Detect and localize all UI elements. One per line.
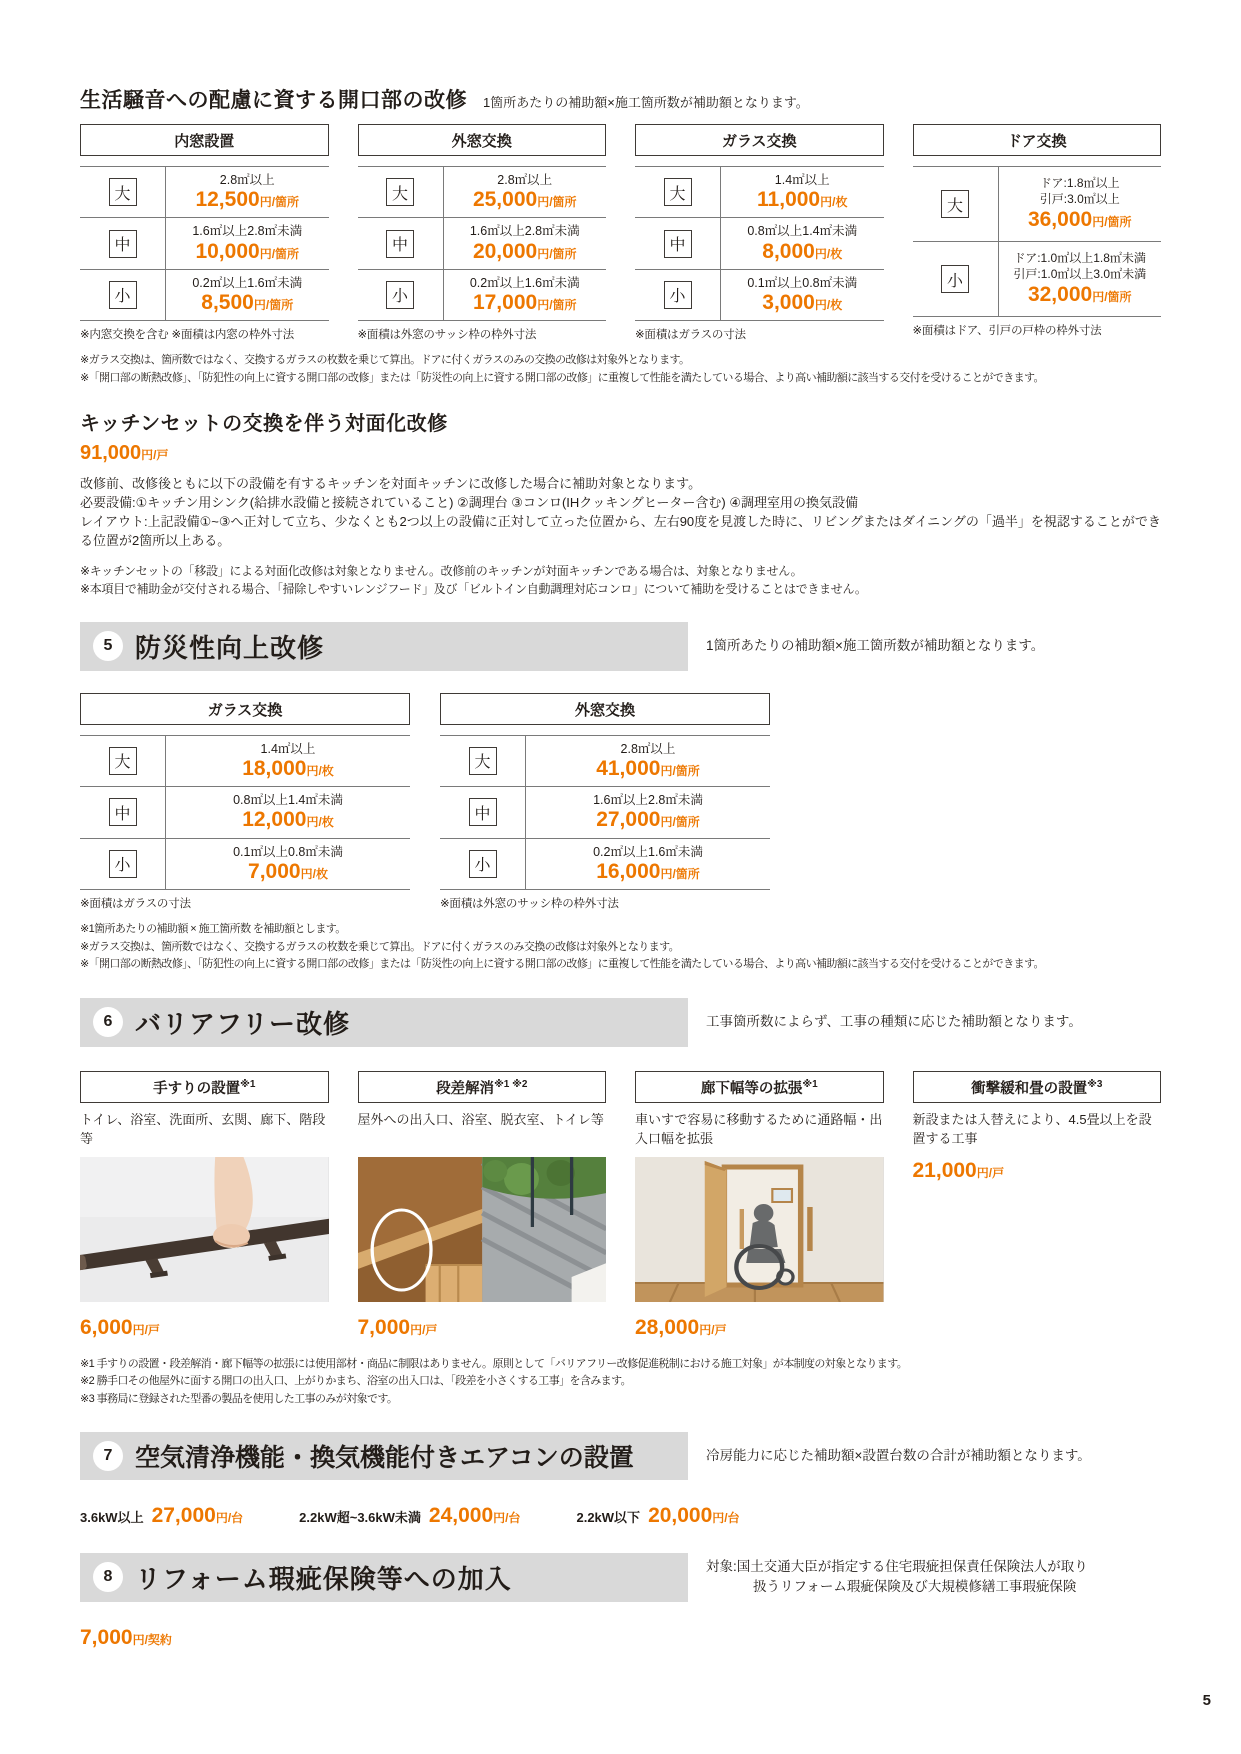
size-range: 0.2㎡以上1.6㎡未満 <box>192 275 303 290</box>
table-footnote: ※面積はガラスの寸法 <box>80 897 191 910</box>
bf-item-header: 段差解消$^{※1 ※2}$ <box>358 1071 607 1103</box>
table-row <box>913 242 1162 317</box>
corridor-wheelchair-photo <box>635 1157 884 1302</box>
subsidy-price: 11,000円/枚 <box>757 188 848 212</box>
section6-note: 工事箇所数によらず、工事の種類に応じた補助額となります。 <box>706 1014 1082 1030</box>
section-number-badge: 6 <box>93 1007 123 1037</box>
size-range: 1.6㎡以上2.8㎡未満 <box>192 224 303 239</box>
body-line: 必要設備:①キッチン用シンク(給排水設備と接続されていること) ②調理台 ③コンロ(IHクッキングヒーター含む) ④調理室用の換気設備 <box>80 495 858 511</box>
bf-item-price: 7,000円/戸 <box>357 1315 438 1339</box>
table-row <box>440 787 770 838</box>
subsidy-price: 20,000円/台 <box>648 1504 740 1528</box>
bf-item-desc: トイレ、浴室、洗面所、玄関、廊下、階段等 <box>80 1111 326 1146</box>
footnote-marker: ※1 <box>240 1078 256 1090</box>
subsidy-price: 20,000円/箇所 <box>472 239 577 263</box>
size-range: 0.8㎡以上1.4㎡未満 <box>233 793 343 808</box>
kitchen-title: キッチンセットの交換を伴う対面化改修 <box>80 413 448 436</box>
section5-band <box>80 622 688 671</box>
bf-item-step <box>358 1071 607 1340</box>
table-row <box>635 167 884 218</box>
table-footnote: ※面積は外窓のサッシ枠の枠外寸法 <box>440 897 619 910</box>
subsidy-price: 25,000円/箇所 <box>472 188 577 212</box>
footnote-line: ※「開口部の断熱改修」、「防犯性の向上に資する開口部の改修」または「防災性の向上に資する開口部の改修」に重複して性能を満たしている場合、より高い補助額に該当する交付を受けることができます。 <box>80 958 1044 971</box>
table-row <box>635 270 884 321</box>
bf-item-desc: 新設または入替えにより、4.5畳以上を設置する工事 <box>912 1111 1152 1146</box>
bf-item-desc: 車いすで容易に移動するために通路幅・出入口幅を拡張 <box>635 1111 883 1146</box>
section-number-badge: 5 <box>93 631 123 661</box>
aircon-price-item <box>80 1504 243 1528</box>
table-row <box>913 167 1162 242</box>
step-removal-photo <box>358 1157 607 1302</box>
table-glass-replace <box>635 124 884 342</box>
size-badge: 中 <box>469 798 497 826</box>
bf-item-header: 手すりの設置$^{※1}$ <box>80 1071 329 1103</box>
bf-item-desc: 屋外への出入口、浴室、脱衣室、トイレ等 <box>357 1111 604 1127</box>
size-badge: 小 <box>109 850 137 878</box>
table-inner-window <box>80 124 329 342</box>
size-range: 1.6㎡以上2.8㎡未満 <box>593 793 703 808</box>
subsidy-price: 8,500円/箇所 <box>201 291 294 315</box>
table-row <box>80 839 410 890</box>
table-header: 外窓交換 <box>358 124 607 156</box>
table-row <box>358 270 607 321</box>
section-number-badge: 7 <box>93 1441 123 1471</box>
section7-band <box>80 1432 688 1480</box>
subsidy-price: 27,000円/台 <box>151 1504 244 1528</box>
barrier-free-columns <box>80 1071 1161 1340</box>
size-range: 0.8㎡以上1.4㎡未満 <box>747 224 858 239</box>
section-number-badge: 8 <box>93 1562 123 1592</box>
subsidy-price: 7,000円/枚 <box>248 859 328 883</box>
subsidy-price: 3,000円/枚 <box>762 291 843 315</box>
capacity-label: 2.2kW以下 <box>576 1510 641 1526</box>
body-line: 改修前、改修後ともに以下の設備を有するキッチンを対面キッチンに改修した場合に補助対象となります。 <box>80 476 702 492</box>
bf-item-price: 21,000円/戸 <box>912 1158 1005 1182</box>
table-header: ガラス交換 <box>80 693 410 725</box>
table-row <box>358 218 607 269</box>
footnote-marker: ※3 <box>1087 1078 1103 1090</box>
size-range: 2.8㎡以上 <box>497 173 553 187</box>
footnote-marker: ※1 <box>802 1078 818 1090</box>
footnote-line: ※ガラス交換は、箇所数ではなく、交換するガラスの枚数を乗じて算出。ドアに付くガラスのみ交換の改修は対象外となります。 <box>80 940 679 953</box>
subsidy-price: 17,000円/箇所 <box>472 291 577 315</box>
table-row <box>80 270 329 321</box>
kitchen-footnotes <box>80 562 1161 598</box>
size-badge: 大 <box>941 190 969 218</box>
soundproof-title: 生活騒音への配慮に資する開口部の改修 <box>80 89 467 112</box>
size-badge: 大 <box>469 747 497 775</box>
section6-footnotes <box>80 1356 1161 1409</box>
size-range: 2.8㎡以上 <box>219 173 275 187</box>
table-door-replace <box>913 124 1162 342</box>
subsidy-price: 36,000円/箇所 <box>1027 207 1132 231</box>
aircon-price-item <box>576 1504 739 1528</box>
subsidy-price: 16,000円/箇所 <box>596 859 700 883</box>
soundproof-footnotes <box>80 352 1161 387</box>
bf-item-header: 衝撃緩和畳の設置$^{※3}$ <box>913 1071 1162 1103</box>
kitchen-section <box>80 407 1161 597</box>
footnote-line: ※1箇所あたりの補助額 × 施工箇所数 を補助額とします。 <box>80 922 346 935</box>
subsidy-price: 27,000円/箇所 <box>596 808 700 832</box>
subsidy-price: 12,500円/箇所 <box>195 188 300 212</box>
kitchen-body <box>80 475 1161 550</box>
section8-header-row <box>80 1553 1161 1602</box>
section7-title: 空気清浄機能・換気機能付きエアコンの設置 <box>135 1444 634 1473</box>
table-row <box>80 167 329 218</box>
handrail-photo <box>80 1157 329 1302</box>
size-range: 引戸:3.0㎡以上 <box>1039 191 1120 206</box>
size-badge: 中 <box>664 230 692 258</box>
table-row <box>80 736 410 787</box>
subsidy-price: 12,000円/枚 <box>242 808 334 832</box>
subsidy-price: 8,000円/枚 <box>762 239 843 263</box>
size-range: ドア:1.8㎡以上 <box>1039 176 1120 191</box>
size-range: 1.4㎡以上 <box>260 741 316 756</box>
aircon-price-row <box>80 1504 1161 1528</box>
section8-title: リフォーム瑕疵保険等への加入 <box>135 1563 512 1594</box>
section5-title: 防災性向上改修 <box>135 632 325 663</box>
section5-tables <box>80 693 1161 911</box>
section6-header-row <box>80 998 1161 1047</box>
subsidy-price: 24,000円/台 <box>428 1504 521 1528</box>
size-range: 0.1㎡以上0.8㎡未満 <box>747 275 858 290</box>
body-line: レイアウト:上記設備①~③へ正対して立ち、少なくとも2つ以上の設備に正対して立った位置から、左右90度を見渡した時に、リビングまたはダイニングの「過半」を視認することができる位置が2箇所以上ある。 <box>80 514 1161 548</box>
section6-title: バリアフリー改修 <box>135 1008 350 1039</box>
table-header: ドア交換 <box>913 124 1162 156</box>
bf-item-handrail <box>80 1071 329 1340</box>
footnote-line: ※「開口部の断熱改修」、「防犯性の向上に資する開口部の改修」または「防災性の向上に資する開口部の改修」に重複して性能を満たしている場合、より高い補助額に該当する交付を受けることができます。 <box>80 371 1044 384</box>
table-row <box>80 218 329 269</box>
soundproof-heading-row <box>80 84 1161 114</box>
size-badge: 中 <box>109 798 137 826</box>
table-row <box>440 839 770 890</box>
table-footnote: ※面積は外窓のサッシ枠の枠外寸法 <box>357 329 537 342</box>
table-footnote: ※内窓交換を含む ※面積は内窓の枠外寸法 <box>80 329 294 342</box>
size-badge: 大 <box>109 747 137 775</box>
note-line: 対象:国土交通大臣が指定する住宅瑕疵担保責任保険法人が取り <box>706 1558 1088 1574</box>
bf-item-corridor <box>635 1071 884 1340</box>
table-outer-window <box>358 124 607 342</box>
footnote-line: ※3 事務局に登録された型番の製品を使用した工事のみが対象です。 <box>80 1392 398 1405</box>
capacity-label: 3.6kW以上 <box>80 1510 144 1526</box>
size-badge: 中 <box>109 230 137 258</box>
table-header: 外窓交換 <box>440 693 770 725</box>
footnote-line: ※1 手すりの設置・段差解消・廊下幅等の拡張には使用部材・商品に制限はありません。原則として「バリアフリー改修促進税制における施工対象」が本制度の対象となります。 <box>80 1357 908 1370</box>
subsidy-price: 32,000円/箇所 <box>1027 282 1132 306</box>
section7-note: 冷房能力に応じた補助額×設置台数の合計が補助額となります。 <box>706 1448 1091 1464</box>
table-outer-window <box>440 693 770 911</box>
size-badge: 大 <box>386 178 414 206</box>
subsidy-price: 10,000円/箇所 <box>195 239 300 263</box>
table-row <box>635 218 884 269</box>
size-badge: 大 <box>664 178 692 206</box>
kitchen-price: 91,000円/戸 <box>80 442 169 465</box>
footnote-marker: ※1 ※2 <box>494 1078 528 1090</box>
size-range: 0.1㎡以上0.8㎡未満 <box>233 844 343 859</box>
section5-footnotes <box>80 921 1161 974</box>
size-range: 引戸:1.0㎡以上3.0㎡未満 <box>1013 266 1147 281</box>
size-range: 0.2㎡以上1.6㎡未満 <box>593 844 703 859</box>
section8-note <box>706 1557 1088 1598</box>
subsidy-price: 18,000円/枚 <box>242 756 334 780</box>
aircon-price-item <box>299 1504 520 1528</box>
section5-header-row <box>80 622 1161 671</box>
size-range: ドア:1.0㎡以上1.8㎡未満 <box>1013 251 1146 266</box>
section8-band <box>80 1553 688 1602</box>
table-row <box>358 167 607 218</box>
bf-item-price: 6,000円/戸 <box>80 1315 160 1339</box>
table-row <box>80 787 410 838</box>
footnote-line: ※2 勝手口その他屋外に面する開口の出入口、上がりかまち、浴室の出入口は、「段差を小さくする工事」を含みます。 <box>80 1375 632 1388</box>
bf-item-price: 28,000円/戸 <box>635 1315 727 1339</box>
capacity-label: 2.2kW超~3.6kW未満 <box>299 1510 421 1526</box>
table-header: 内窓設置 <box>80 124 329 156</box>
size-badge: 小 <box>469 850 497 878</box>
section6-band <box>80 998 688 1047</box>
subsidy-price: 41,000円/箇所 <box>596 756 700 780</box>
table-header: ガラス交換 <box>635 124 884 156</box>
section7-header-row <box>80 1432 1161 1480</box>
soundproof-tables <box>80 124 1161 342</box>
size-range: 1.6㎡以上2.8㎡未満 <box>469 224 580 239</box>
note-line: 扱うリフォーム瑕疵保険及び大規模修繕工事瑕疵保険 <box>753 1579 1077 1595</box>
footnote-line: ※キッチンセットの「移設」による対面化改修は対象となりません。改修前のキッチンが対面キッチンである場合は、対象となりません。 <box>80 563 803 578</box>
size-badge: 小 <box>664 281 692 309</box>
insurance-price: 7,000円/契約 <box>80 1625 172 1649</box>
soundproof-note: 1箇所あたりの補助額×施工箇所数が補助額となります。 <box>483 95 809 110</box>
size-range: 1.4㎡以上 <box>774 173 830 187</box>
table-footnote: ※面積はガラスの寸法 <box>635 329 746 342</box>
size-badge: 大 <box>109 178 137 206</box>
footnote-line: ※本項目で補助金が交付される場合、「掃除しやすいレンジフード」及び「ビルトイン自動調理対応コンロ」について補助を受けることはできません。 <box>80 581 867 596</box>
table-row <box>440 736 770 787</box>
bf-item-tatami <box>913 1071 1162 1340</box>
size-badge: 小 <box>109 281 137 309</box>
size-badge: 小 <box>386 281 414 309</box>
table-glass-replace <box>80 693 410 911</box>
page-number: 5 <box>1202 1692 1211 1709</box>
size-range: 2.8㎡以上 <box>620 741 676 756</box>
size-range: 0.2㎡以上1.6㎡未満 <box>469 275 580 290</box>
bf-item-header: 廊下幅等の拡張$^{※1}$ <box>635 1071 884 1103</box>
section5-note: 1箇所あたりの補助額×施工箇所数が補助額となります。 <box>706 638 1045 654</box>
size-badge: 中 <box>386 230 414 258</box>
table-footnote: ※面積はドア、引戸の戸枠の枠外寸法 <box>912 325 1102 337</box>
size-badge: 小 <box>941 265 969 293</box>
footnote-line: ※ガラス交換は、箇所数ではなく、交換するガラスの枚数を乗じて算出。ドアに付くガラスのみの交換の改修は対象外となります。 <box>80 354 690 367</box>
